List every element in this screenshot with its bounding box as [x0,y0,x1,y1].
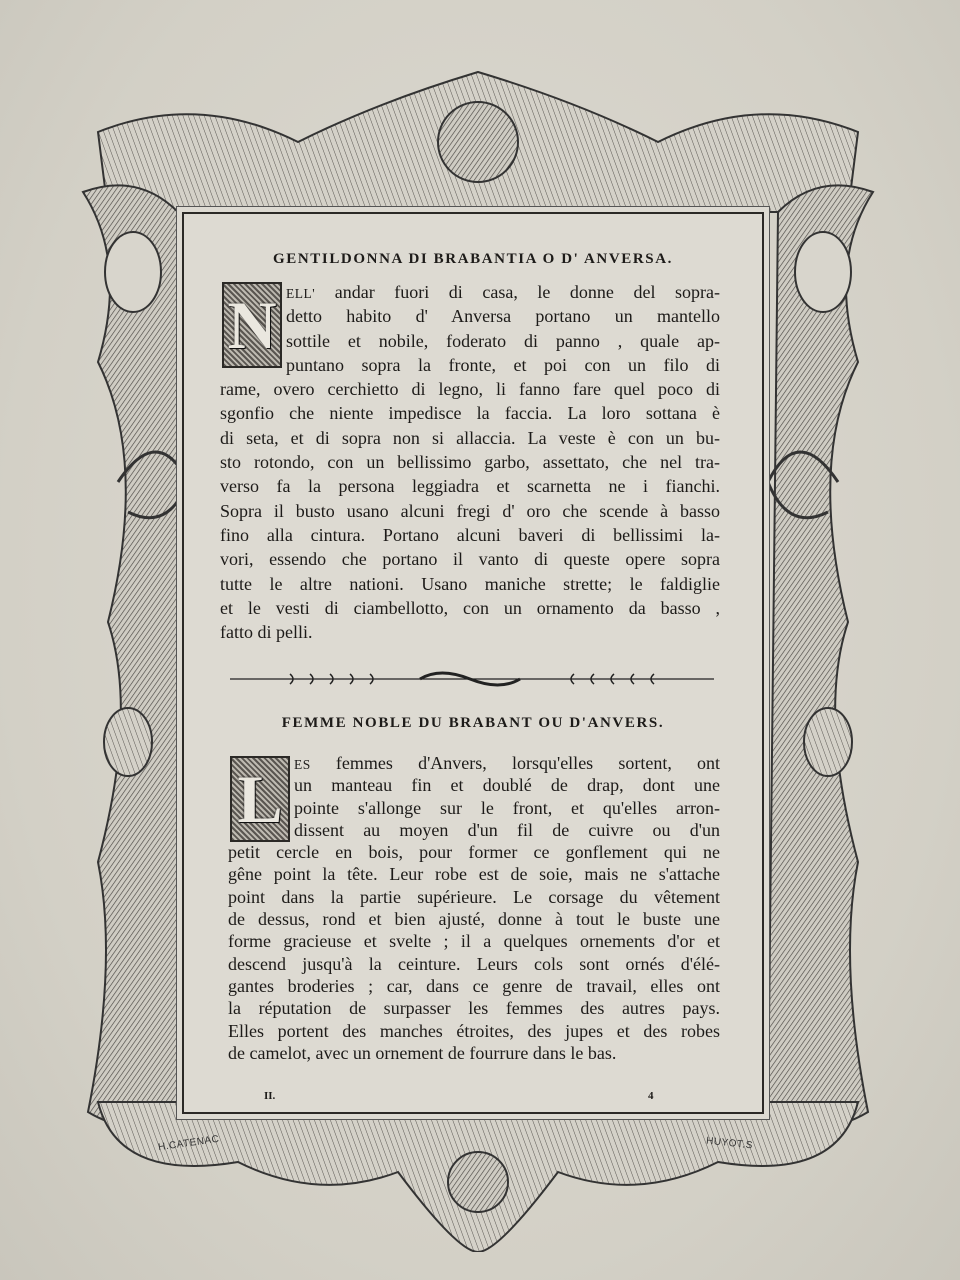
text-line: rame, overo cerchietto di legno, li fanno fare quel poco di [220,379,720,400]
text-line: tutte le altre nationi. Usano maniche strette; le faldiglie [220,573,720,594]
text-line: andar fuori di casa, le donne del sopra- [315,282,720,302]
text-line: point dans la partie supérieure. Le corsage du vêtement [228,886,720,907]
text-line: fatto di pelli. [220,622,313,643]
ornamental-divider [230,669,714,689]
text-line: forme gracieuse et svelte ; il a quelques ornements d'or et [228,931,720,952]
text-line: detto habito d' Anversa portano un mantello [286,306,720,327]
text-line: la réputation de surpasser les femmes des autres pays. [228,998,720,1019]
text-line: sto rotondo, con un bellissimo garbo, assettato, che nel tra- [220,452,720,473]
text-line: gêne point la tête. Leur robe est de soie, mais ne s'attache [228,864,720,885]
text-line: un manteau fin et doublé de drap, dont une [294,775,720,796]
first-word-rest: ELL' [286,286,316,301]
text-line: et le vesti di ciambellotto, con un ornamento da basso , [220,597,720,618]
engraver-signature-right: HUYOT.S [705,1135,754,1152]
text-line: verso fa la persona leggiadra et scarnetta ne i fianchi. [220,476,720,497]
italian-title: GENTILDONNA DI BRABANTIA O D' ANVERSA. [272,251,674,267]
text-line: femmes d'Anvers, lorsqu'elles sortent, ont [310,753,720,773]
text-panel [182,212,764,1114]
text-line: de camelot, avec un ornement de fourrure dans le bas. [228,1042,617,1063]
volume-number: II. [264,1090,276,1102]
text-line: gantes broderies ; car, dans ce genre de travail, elles ont [228,975,720,996]
text-line: Sopra il busto usano alcuni fregi d' oro che scende à basso [220,500,720,521]
french-text [228,752,720,1064]
french-title: FEMME NOBLE DU BRABANT OU D'ANVERS. [281,715,665,731]
text-line: descend jusqu'à la ceinture. Leurs cols sont ornés d'élé- [228,953,720,974]
text-line: di seta, et di sopra non si allaccia. La veste è con un bu- [220,427,720,448]
first-word-rest: ES [294,757,311,772]
engraver-signature-left: H.CATENAC [157,1133,221,1154]
text-line: de dessus, rond et bien ajusté, donne à tout le buste une [228,909,720,930]
signature-mark: 4 [648,1090,654,1102]
text-line: pointe s'allonge sur le front, et qu'elles arron- [294,797,720,818]
text-line: fino alla cintura. Portano alcuni baveri di bellissimi la- [220,524,720,545]
italian-dropcap: N [222,282,282,368]
text-line: petit cercle en bois, pour former ce gonflement qui ne [228,842,720,863]
italian-text [220,280,720,644]
text-line: dissent au moyen d'un fil de cuivre ou d'un [294,819,720,840]
text-line: vori, essendo che portano il vanto di queste opere sopra [220,549,720,570]
text-line: puntano sopra la fronte, et poi con un filo di [286,354,720,375]
text-line: sgonfio che niente impedisce la faccia. La loro sottana è [220,403,720,424]
french-dropcap: L [230,756,290,842]
text-line: sottile et nobile, foderato di panno , quale ap- [286,330,720,351]
text-line: Elles portent des manches étroites, des jupes et des robes [228,1020,720,1041]
